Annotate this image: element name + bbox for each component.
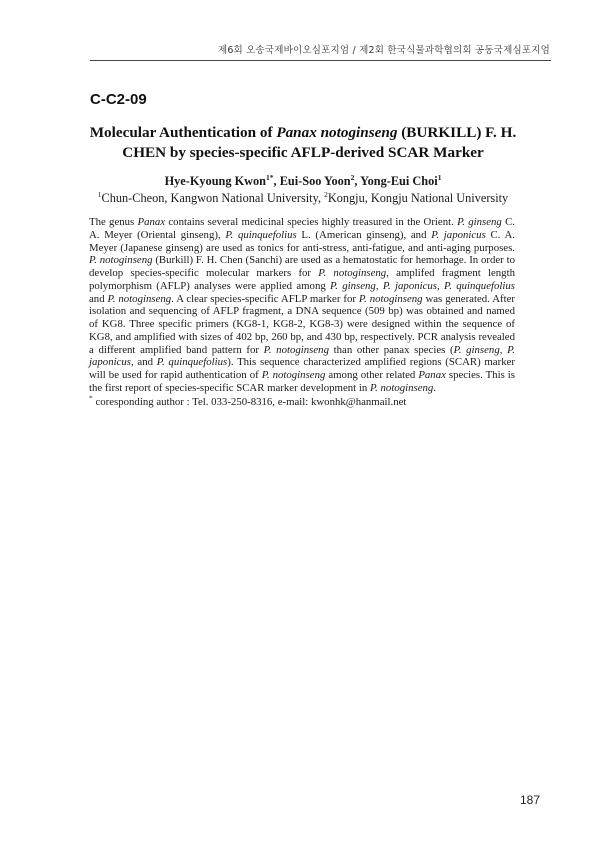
- abstract-species: P. quinquefolius: [225, 228, 297, 241]
- abstract-text: ,: [375, 279, 383, 292]
- affiliation-1: Chun-Cheon, Kangwon National University,: [101, 191, 325, 205]
- abstract-species: P. notoginseng: [261, 369, 326, 381]
- affiliation-2: Kongju, Kongju National University: [327, 191, 509, 205]
- abstract-text: ,: [499, 343, 508, 356]
- abstract-species: P. ginseng: [457, 216, 502, 228]
- footnote-text: coresponding author : Tel. 033-250-8316, e-mail: kwonhk@hanmail.net: [92, 396, 407, 408]
- author-2: Eui-Soo Yoon: [279, 174, 351, 188]
- abstract-text: L. (American ginseng), and: [296, 228, 432, 241]
- abstract-species: P. japonicus,: [89, 343, 515, 369]
- title-part-2: (BURKILL) F. H. CHEN by species-specific AFLP-derived SCAR Marker: [122, 124, 517, 161]
- paper-title: [88, 123, 518, 163]
- author-names: Hye-Kyoung Kwon$^{1*}$, Eui-Soo Yoon$^2$, Yong-Eui Choi$^1$: [164, 172, 442, 188]
- abstract-species: P. ginseng: [453, 343, 500, 356]
- abstract-text: (Burkill) F. H. Chen (Sanchi) are used as a hematostatic for hemorhage. In order to develop species-specific molecular markers for: [89, 254, 515, 279]
- author-3: Yong-Eui Choi: [360, 174, 438, 188]
- abstract-text: and: [133, 356, 157, 369]
- abstract-species: P. quinquefolius: [156, 356, 228, 369]
- abstract-species: P. japonicus: [382, 279, 438, 292]
- abstract-text: species. This is the first report of species-specific SCAR marker development in: [89, 369, 515, 394]
- abstract-text: and: [89, 292, 108, 305]
- abstract-species: P. japonicus: [431, 228, 486, 241]
- corresponding-author-footnote: [89, 393, 407, 409]
- author-1: Hye-Kyoung Kwon: [164, 174, 267, 188]
- abstract-species: P. quinquefolius: [444, 279, 515, 292]
- header-rule: [90, 60, 551, 61]
- page-number: 187: [519, 793, 540, 807]
- abstract-text: C. A. Meyer (Japanese ginseng) are used as tonics for anti-stress, anti-fatigue, and anti-aging purposes.: [89, 228, 515, 254]
- paper-code: C-C2-09: [90, 91, 147, 108]
- affiliation-2-sup: 2: [324, 189, 328, 199]
- abstract-species: P. notoginseng: [369, 381, 434, 394]
- author-3-sup: 1: [437, 172, 442, 182]
- abstract-text: ). This sequence characterized amplified regions (SCAR) marker will be used for rapid authentication of: [89, 356, 515, 381]
- abstract-text: .: [433, 381, 437, 394]
- abstract-species: P. ginseng: [330, 279, 376, 292]
- abstract-species: Panax: [418, 369, 446, 381]
- abstract-text: The genus: [89, 216, 138, 228]
- abstract-text: , amplifed fragment length polymorphism (AFLP) analyses were applied among: [89, 267, 515, 292]
- abstract-species: P. notoginseng: [263, 343, 329, 356]
- affiliation-1-sup: 1: [97, 189, 102, 199]
- abstract-text: was generated. After isolation and sequencing of AFLP fragment, a DNA sequence (509 bp) was obtained and named of KG8. Three specific primers (KG8-1, KG8-2, KG8-3) were designed within the sequence of KG8, and amplified with sizes of 402 bp, 260 bp, and 430 bp, respectively. PCR analysis revealed a different amplified band pattern for: [89, 292, 515, 356]
- abstract-text: contains several medicinal species highly treasured in the Orient.: [165, 216, 458, 228]
- abstract-text: C. A. Meyer (Oriental ginseng),: [89, 216, 516, 241]
- abstract-species: P. notoginseng: [107, 292, 172, 305]
- author-2-sup: 2: [350, 172, 355, 182]
- abstract-species: P. notoginseng: [358, 292, 423, 305]
- abstract-text: . A clear species-specific AFLP marker for: [171, 292, 359, 305]
- abstract-text: ,: [437, 279, 445, 292]
- author-block: [88, 173, 518, 207]
- footnote-marker: *: [89, 393, 93, 403]
- running-header: 제6회 오송국제바이오심포지엄 / 제2회 한국식물과학협의회 공동국제심포지엄: [217, 45, 550, 56]
- abstract-species: P. notoginseng: [318, 267, 387, 279]
- title-species: Panax notoginseng: [276, 124, 398, 141]
- title-part-1: Molecular Authentication of: [89, 124, 277, 141]
- affiliations: [88, 190, 518, 207]
- abstract-species: Panax: [137, 216, 166, 228]
- abstract-text: among other related: [325, 369, 419, 381]
- abstract-body: [89, 216, 515, 395]
- abstract-text: than other panax species (: [328, 343, 454, 356]
- author-1-sup: 1*: [266, 172, 274, 182]
- abstract-species: P. notoginseng: [89, 254, 153, 267]
